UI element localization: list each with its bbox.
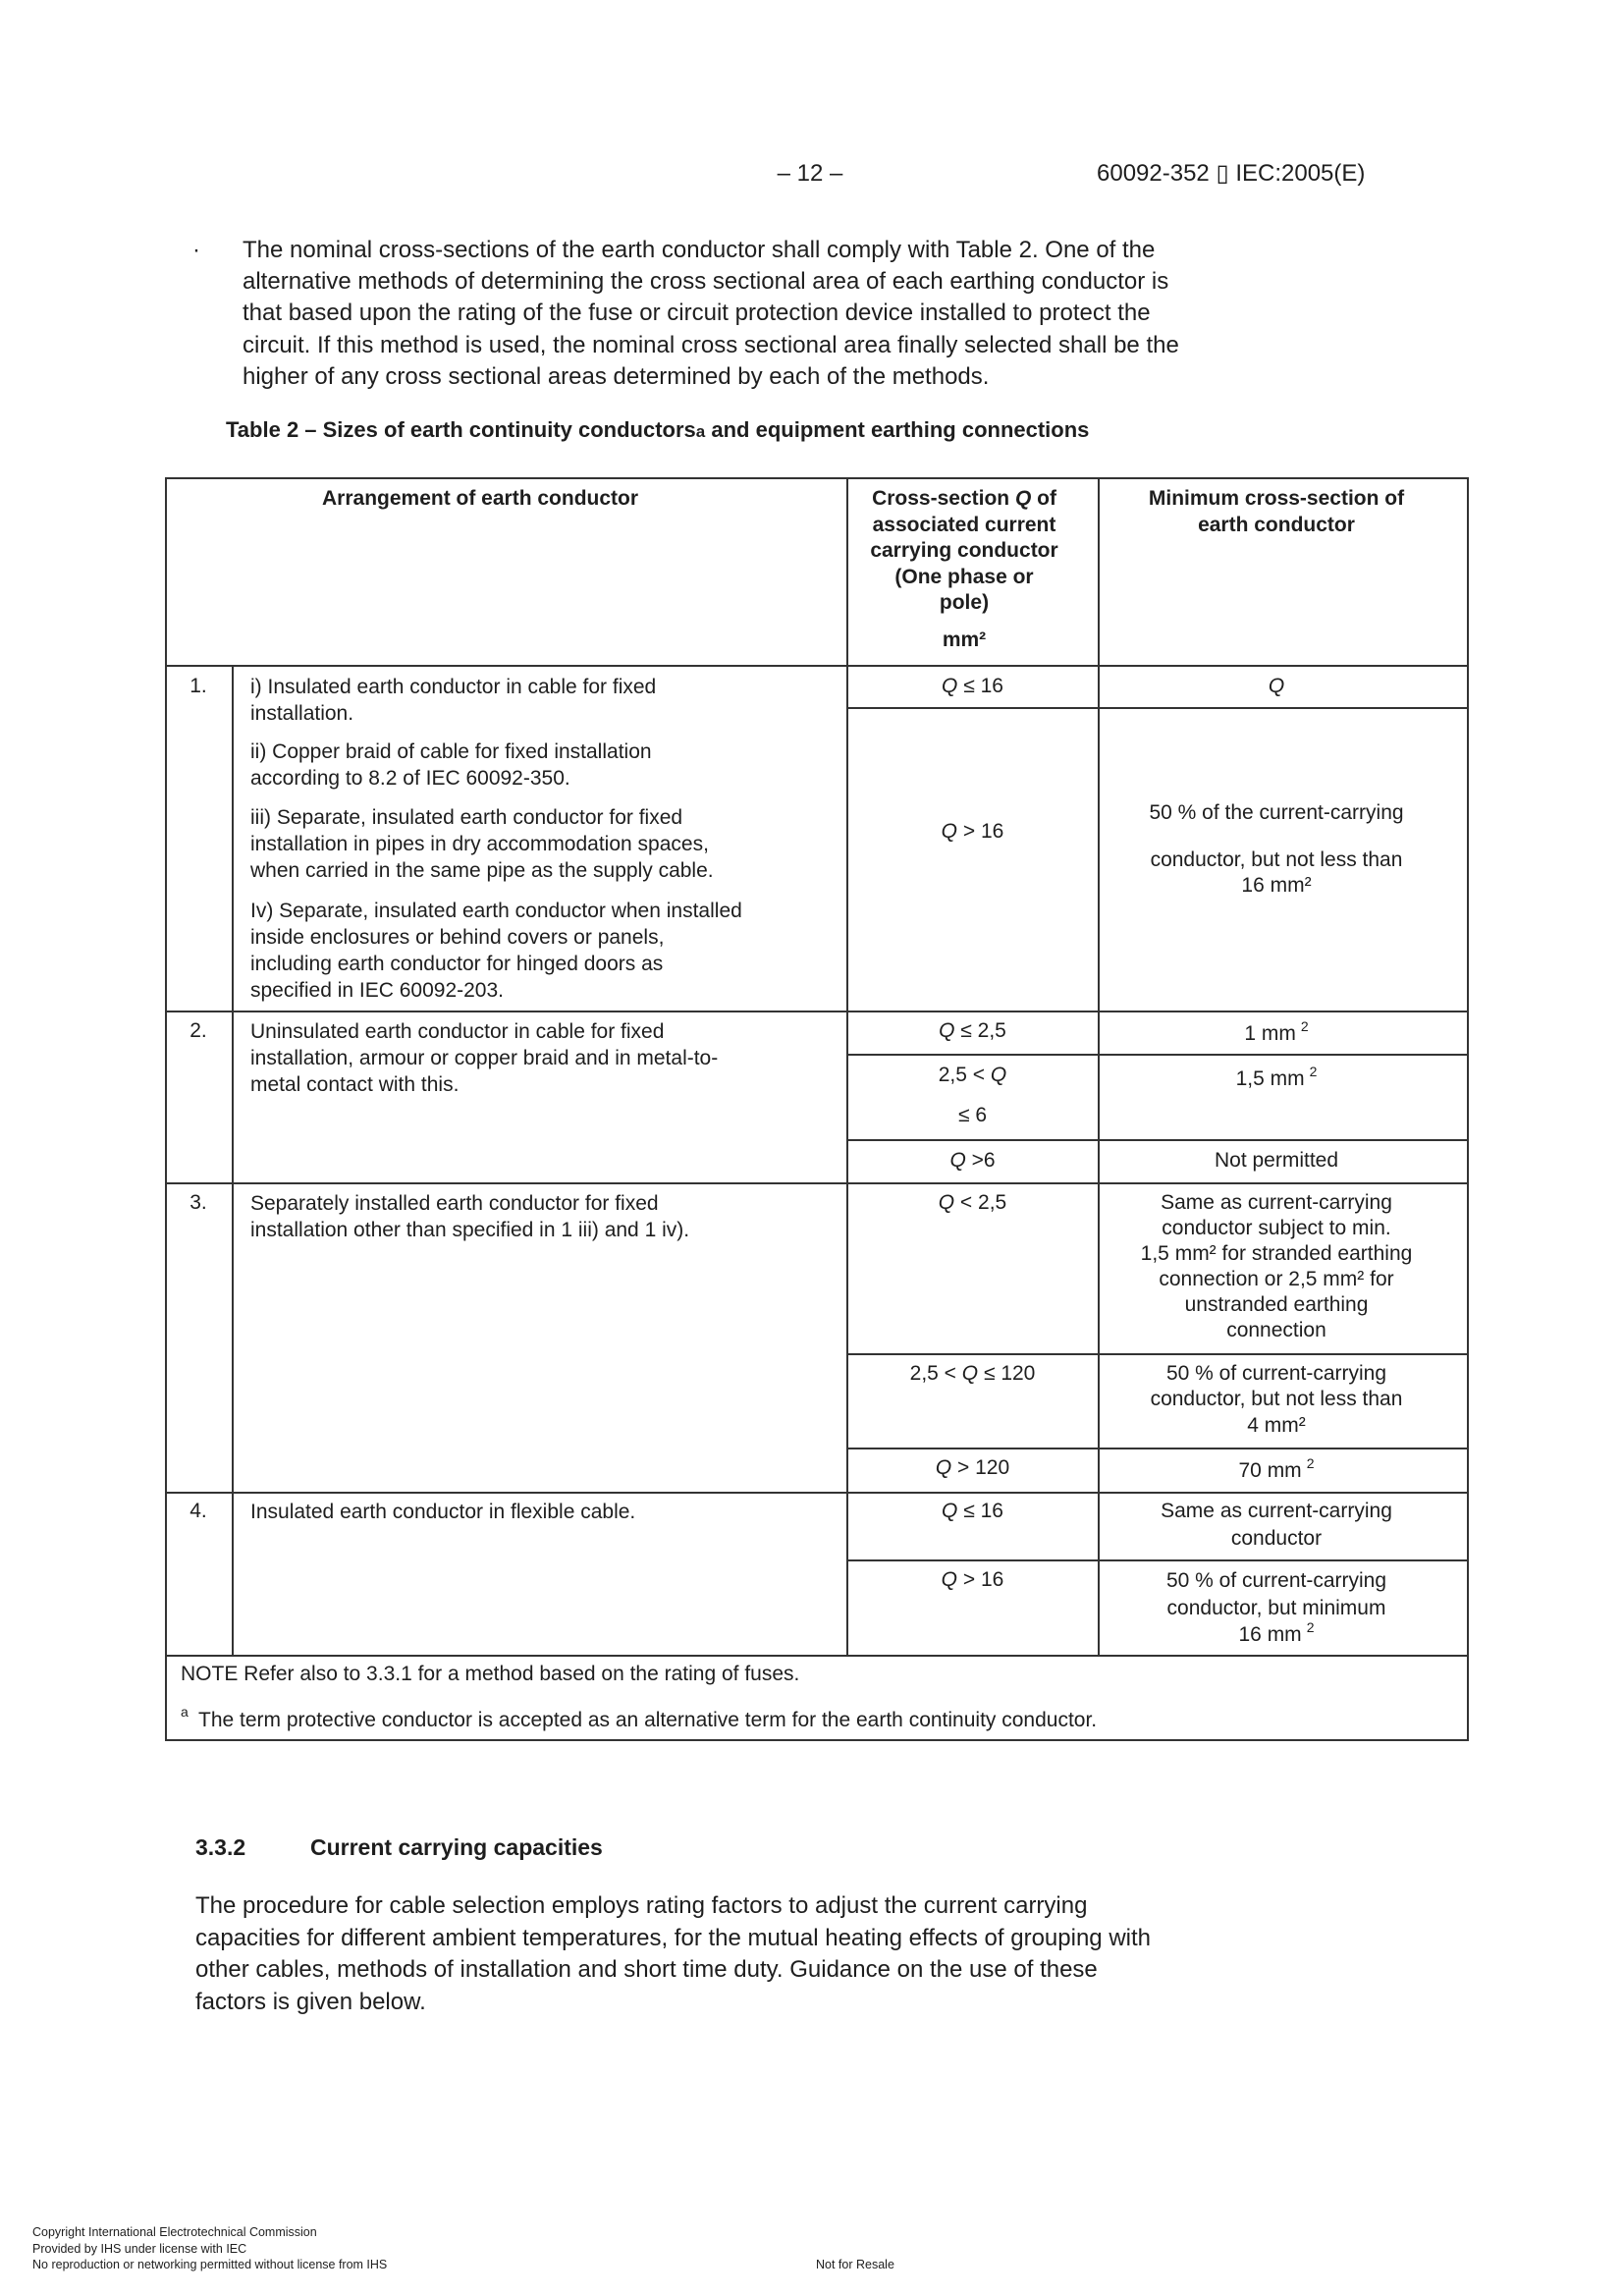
column-header-cross-section-unit: mm²	[942, 629, 987, 651]
cross-section-value: Q > 16	[941, 1568, 1004, 1591]
cross-section-value: Q ≤ 2,5	[939, 1019, 1006, 1042]
arrangement-text: Insulated earth conductor in flexible cable.	[250, 1501, 636, 1523]
superscript-exponent: 2	[1309, 1064, 1318, 1079]
cross-section-value: Q >6	[949, 1149, 996, 1172]
min-section-value: 70 mm	[1238, 1459, 1302, 1482]
min-section-value: Same as current-carrying conductor subject to min. 1,5 mm² for stranded earthing connection or 2,5 mm² for unstranded earthing connection	[1140, 1191, 1413, 1341]
variable-q: Q	[942, 675, 958, 697]
table-footnote-text: The term protective conductor is accepted as an alternative term for the earth continuity conductor.	[198, 1709, 1098, 1731]
table-caption	[226, 416, 1089, 446]
table-row-separator	[165, 1011, 1469, 1012]
variable-q: Q	[961, 1362, 979, 1385]
table-row-separator	[165, 1182, 1469, 1184]
min-section-value: 50 % of current-carrying conductor, but not less than 4 mm²	[1150, 1362, 1403, 1437]
cross-section-value: 2,5 < Q ≤ 6	[938, 1064, 1007, 1126]
min-section-value: 50 % of current-carrying conductor, but minimum 16 mm	[1165, 1569, 1387, 1646]
min-section-cell	[1099, 1455, 1454, 1486]
min-section-cell	[1099, 1567, 1454, 1651]
table-caption-footnote-mark: a	[695, 422, 706, 441]
variable-q: Q	[990, 1064, 1007, 1086]
table-border-bottom	[165, 1739, 1469, 1741]
arrangement-text: i) Insulated earth conductor in cable for fixed installation.	[250, 676, 657, 725]
variable-q: Q	[949, 1149, 966, 1172]
cross-section-value: 2,5 < Q ≤ 120	[909, 1362, 1036, 1385]
table-caption-text-end: and equipment earthing connections	[705, 417, 1090, 442]
min-section-value: 1 mm	[1244, 1022, 1296, 1045]
min-section-value: Not permitted	[1214, 1149, 1339, 1172]
table-caption-text: Table 2 – Sizes of earth continuity conductors	[226, 417, 696, 442]
column-header-arrangement: Arrangement of earth conductor	[322, 487, 639, 510]
arrangement-text: iii) Separate, insulated earth conductor for fixed installation in pipes in dry accommodation spaces, when carried in the same pipe as the supply cable.	[250, 806, 714, 882]
variable-q: Q	[941, 820, 958, 843]
table-footnote-mark: a	[181, 1704, 189, 1720]
table-note: NOTE Refer also to 3.3.1 for a method based on the rating of fuses.	[181, 1663, 800, 1685]
min-section-value: Same as current-carrying conductor	[1161, 1500, 1392, 1550]
superscript-exponent: 2	[1306, 1455, 1315, 1471]
cross-section-value: Q ≤ 16	[942, 675, 1003, 697]
table-header-separator	[165, 665, 1469, 667]
cross-section-value: Q ≤ 16	[942, 1500, 1003, 1522]
row-number: 2.	[189, 1019, 207, 1042]
table-subrow-separator	[846, 1139, 1469, 1141]
variable-q: Q	[941, 1568, 958, 1591]
arrangement-text: Uninsulated earth conductor in cable for fixed installation, armour or copper braid and in metal-to- metal contact with this.	[250, 1020, 719, 1096]
variable-q: Q	[1268, 675, 1285, 697]
table-border-right	[1467, 477, 1469, 1741]
table-row-separator	[165, 1492, 1469, 1494]
table-subrow-separator	[846, 1448, 1469, 1449]
column-header-minimum-section: Minimum cross-section of earth conductor	[1148, 487, 1405, 536]
arrangement-text: ii) Copper braid of cable for fixed installation according to 8.2 of IEC 60092-350.	[250, 740, 652, 790]
row-number: 1.	[189, 675, 207, 697]
page-number: – 12 –	[777, 160, 843, 187]
min-section-value-continued: conductor, but not less than 16 mm²	[1150, 848, 1403, 897]
section-title: Current carrying capacities	[310, 1834, 603, 1860]
superscript-exponent: 2	[1306, 1619, 1315, 1635]
cross-section-value: Q < 2,5	[938, 1191, 1007, 1214]
table-subrow-separator	[846, 1353, 1469, 1355]
list-bullet: ·	[192, 237, 200, 263]
column-header-cross-section: Cross-section Q of associated current carrying conductor (One phase or pole)	[870, 487, 1058, 614]
table-subrow-separator	[846, 707, 1469, 709]
row-number: 3.	[189, 1191, 207, 1214]
min-section-value: 50 % of the current-carrying	[1149, 801, 1404, 824]
table-subrow-separator	[846, 1559, 1469, 1561]
table-border-top	[165, 477, 1469, 479]
cross-section-value: Q > 120	[935, 1456, 1010, 1479]
variable-q: Q	[1014, 487, 1032, 510]
min-section-value	[1099, 674, 1454, 700]
arrangement-text: Iv) Separate, insulated earth conductor when installed inside enclosures or behind covers or panels, including earth conductor for hinged doors as specified in IEC 60092-203.	[250, 900, 742, 1002]
document-identifier: 60092-352 ▯ IEC:2005(E)	[1097, 160, 1366, 187]
min-section-cell	[1099, 1066, 1454, 1094]
superscript-exponent: 2	[1300, 1018, 1309, 1034]
section-paragraph: The procedure for cable selection employs rating factors to adjust the current carrying capacities for different ambient temperatures, for the mutual heating effects of grouping with other cables, methods of installation and short time duty. Guidance on the use of these factors is given below.	[195, 1892, 1151, 2015]
variable-q: Q	[935, 1456, 952, 1479]
section-number: 3.3.2	[195, 1834, 246, 1860]
min-section-value: 1,5 mm	[1235, 1067, 1305, 1090]
resale-notice: Not for Resale	[816, 2258, 894, 2271]
arrangement-text: Separately installed earth conductor for fixed installation other than specified in 1 iii) and 1 iv).	[250, 1192, 690, 1241]
variable-q: Q	[938, 1191, 955, 1214]
table-border-left	[165, 477, 167, 1741]
variable-q: Q	[942, 1500, 958, 1522]
table-note-separator	[165, 1655, 1469, 1657]
table-column-separator	[232, 665, 234, 1657]
cross-section-value: Q > 16	[941, 820, 1004, 843]
row-number: 4.	[189, 1500, 207, 1522]
variable-q: Q	[939, 1019, 955, 1042]
copyright-notice: Copyright International Electrotechnical Commission Provided by IHS under license with IEC No reproduction or networking permitted without license from IHS	[32, 2225, 388, 2271]
min-section-cell	[1099, 1018, 1454, 1049]
intro-paragraph: The nominal cross-sections of the earth conductor shall comply with Table 2. One of the alternative methods of determining the cross sectional area of each earthing conductor is that based upon the rating of the fuse or circuit protection device installed to protect the circuit. If this method is used, the nominal cross sectional area finally selected shall be the higher of any cross sectional areas determined by each of the methods.	[243, 237, 1179, 390]
